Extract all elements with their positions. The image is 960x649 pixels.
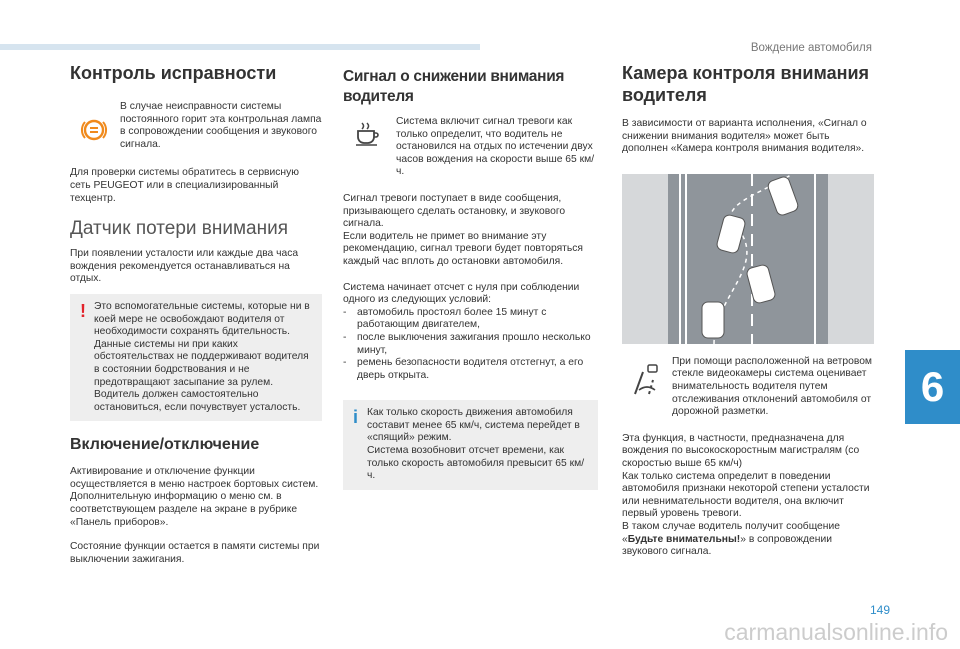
camera-text: При помощи расположенной на ветровом стекле видеокамеры система оценивает внимательность водителя путем отслеживания отклонений автомобиля от дорожной разметки. — [672, 355, 873, 418]
drive-text: При появлении усталости или каждые два часа вождения рекомендуется останавливаться на отдых. — [70, 248, 299, 285]
lamp-row — [70, 101, 322, 151]
right-column — [622, 62, 874, 559]
middle-column — [343, 62, 598, 490]
title-monitoring: Контроль исправности — [70, 63, 277, 83]
info-text: Как только скорость движения автомобиля составит менее 65 км/ч, система перейдет в «спящий» режим. — [367, 407, 580, 444]
message-pre: В таком случае водитель получит сообщение « — [622, 520, 840, 545]
exclamation-icon: ! — [80, 300, 86, 321]
warning-box — [70, 294, 322, 421]
info-text-2: Система возобновит отсчет времени, как только скорость автомобиля превысит 65 км/ч. — [367, 445, 585, 482]
alert-form: Сигнал тревоги поступает в виде сообщения, призывающего сделать остановку, и звукового сигнала. — [343, 192, 566, 230]
title-alert: Сигнал о снижении внимания водителя — [343, 68, 565, 105]
reset-conditions — [343, 307, 598, 383]
page-number: 149 — [869, 603, 890, 617]
message-post: » в сопровождении звукового сигнала. — [622, 533, 832, 558]
lamp-text: В случае неисправности системы постоянного горит эта контрольная лампа в сопровождении сообщения и звукового сигнала. — [120, 101, 322, 150]
watermark: carmanualsonline.info — [724, 619, 948, 645]
title-fatigue-sensor: Датчик потери внимания — [70, 218, 288, 240]
toggle-text: Активирование и отключение функции осуществляется в меню настроек бортовых систем. Дополнительную информацию о меню см. в соответствующем разделе на экране в рубрике «Панель приборов». — [70, 466, 319, 528]
list-item: - автомобиль простоял более 15 минут с работающим двигателем, — [343, 307, 598, 332]
title-toggle: Включение/отключение — [70, 436, 260, 454]
list-item: - после выключения зажигания прошло несколько минут, — [343, 332, 598, 357]
info-box — [343, 400, 598, 490]
lane-illustration — [622, 174, 874, 344]
reset-intro: Система начинает отсчет с нуля при соблюдении одного из следующих условий: — [343, 281, 580, 306]
left-column — [70, 62, 322, 566]
info-icon: i — [353, 407, 359, 428]
lane-camera-icon — [622, 362, 670, 396]
coffee-row — [343, 116, 598, 179]
list-item: - ремень безопасности водителя отстегнут, а его дверь открыта. — [343, 357, 598, 382]
coffee-cup-icon — [343, 120, 391, 148]
message-text — [622, 521, 874, 559]
header-bar — [0, 44, 480, 50]
warning-lamp-icon — [70, 115, 118, 145]
warning-text: Это вспомогательные системы, которые ни в коей мере не освобождают водителя от необходимости сохранять бдительность. Данные системы ни при каких обстоятельствах не поддерживают водителя в состоянии бодрствования и не предотвращают засыпание за рулем. Водитель должен самостоятельно остановиться, если почувствует усталость. — [94, 300, 310, 413]
detect-text: Как только система определит в поведении автомобиля признаки некоторой степени усталости или невнимательности водителя, она включит первый уровень тревоги. — [622, 470, 870, 520]
function-text: Эта функция, в частности, предназначена для вождения по высокоскоростным магистралям (со скоростью выше 65 км/ч) — [622, 432, 860, 469]
title-camera: Камера контроля внимания водителя — [622, 63, 870, 105]
camera-intro: В зависимости от варианта исполнения, «Сигнал о снижении внимания водителя» может быть дополнен «Камера контроля внимания водителя». — [622, 118, 867, 155]
check-text: Для проверки системы обратитесь в сервисную сеть PEUGEOT или в специализированный техцентр. — [70, 167, 299, 204]
alert-repeat: Если водитель не примет во внимание эту рекомендацию, сигнал тревоги будет повторяться каждый час вплоть до остановки автомобиля. — [343, 230, 583, 267]
alert-intro: Система включит сигнал тревоги как только определит, что водитель не остановился на отдых по истечении двух часов вождения на скорости выше 65 км/ч. — [396, 116, 595, 178]
chapter-tab: 6 — [905, 350, 960, 424]
memory-text: Состояние функции остается в памяти системы при выключении зажигания. — [70, 541, 320, 565]
section-title: Вождение автомобиля — [750, 42, 872, 54]
message-bold: Будьте внимательны! — [627, 533, 741, 545]
camera-row — [622, 356, 874, 419]
